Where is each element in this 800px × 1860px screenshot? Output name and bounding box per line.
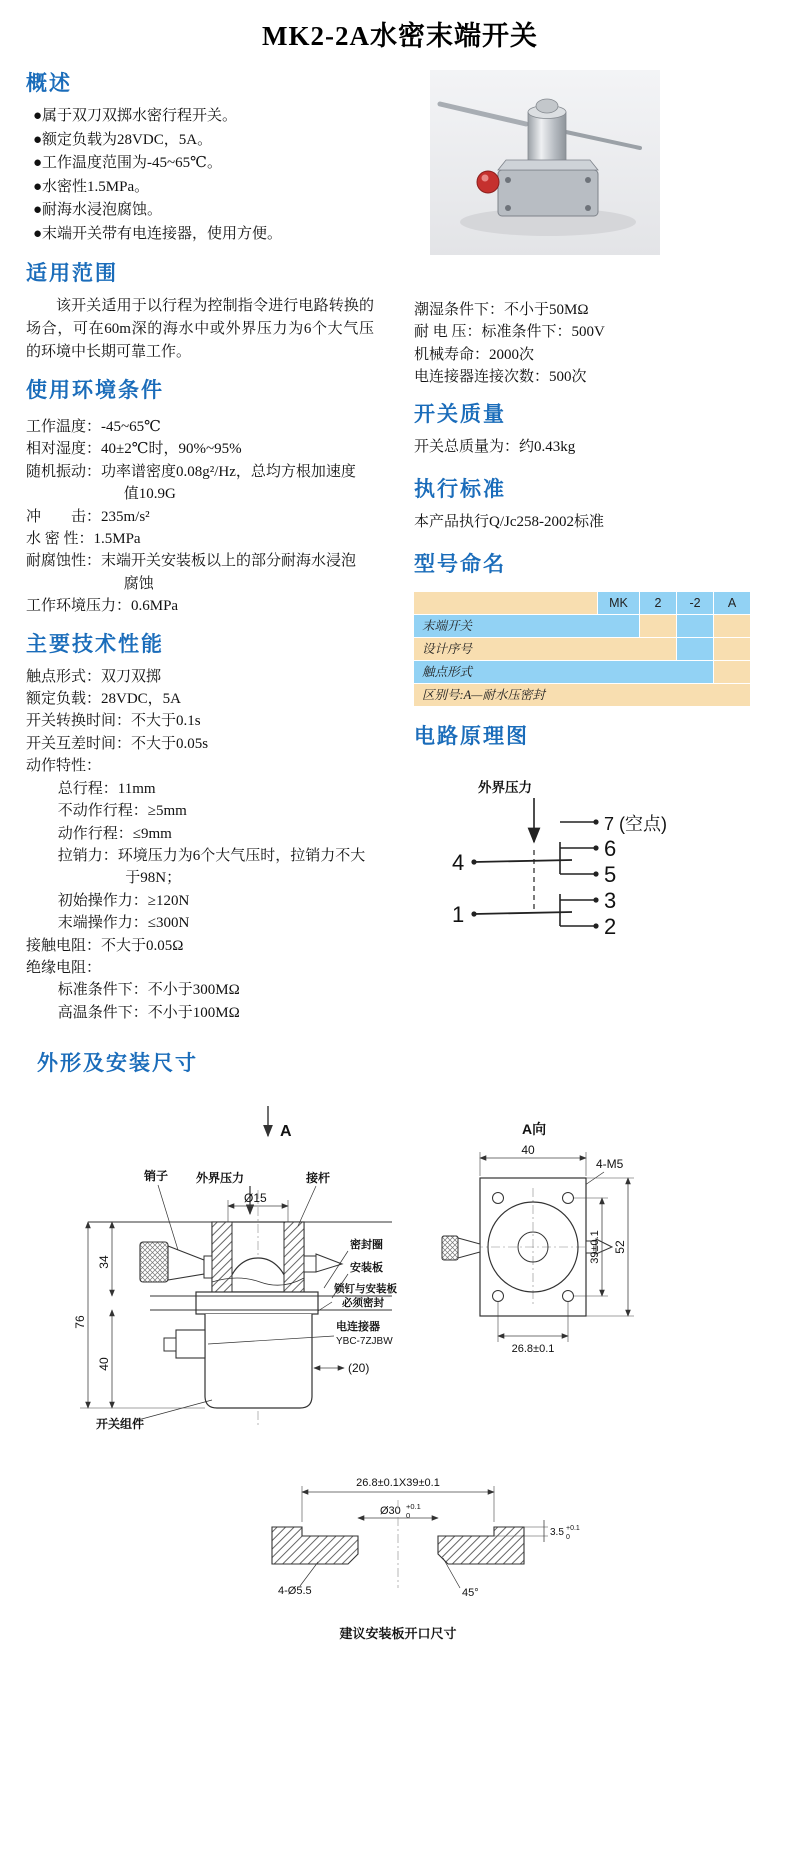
dim-268: 26.8±0.1 <box>511 1343 555 1355</box>
right-column <box>412 64 787 961</box>
connector-model-label: YBC-7ZJBW <box>336 1336 393 1347</box>
dim-52: 52 <box>613 1240 627 1254</box>
environment-spec-line: 工作环境压力：0.6MPa <box>26 598 179 615</box>
dim-dia30-tol-dn: 0 <box>406 1511 411 1520</box>
connector-pin <box>164 1338 176 1351</box>
terminal-2-dot <box>593 924 598 929</box>
terminal-7-dot <box>593 820 598 825</box>
environment-spec-line: 随机振动：功率谱密度0.08g²/Hz，总均方根加速度 <box>26 463 356 480</box>
performance-spec-line: 绝缘电阻： <box>26 959 102 976</box>
naming-row-label: 区别号:A—耐水压密封 <box>414 684 750 706</box>
dome-ball <box>228 1258 288 1292</box>
holes-4m5-label: 4-M5 <box>596 1157 624 1171</box>
environment-spec-line: 相对湿度：40±2℃时，90%~95% <box>26 441 242 458</box>
terminal-5-label: 5 <box>604 862 617 888</box>
dim-40-side: 40 <box>97 1357 111 1371</box>
right-spec-list <box>412 299 787 389</box>
bolt-hole <box>493 1291 504 1302</box>
performance-spec-line: 不动作行程：≥5mm <box>57 803 187 820</box>
dim-20: (20) <box>348 1361 370 1375</box>
naming-strip <box>677 615 713 637</box>
overview-bullet: ●耐海水浸泡腐蚀。 <box>33 202 163 218</box>
section-heading-dimensions: 外形及安装尺寸 <box>37 1052 198 1075</box>
right-spec-line: 机械寿命：2000次 <box>414 346 535 363</box>
leader-line <box>298 1186 316 1226</box>
section-heading-performance: 主要技术性能 <box>26 632 164 656</box>
connector-label: 电连接器 <box>336 1321 380 1333</box>
scope-paragraph: 该开关适用于以行程为控制指令进行电路转换的场合，可在60m深的海水中或外界压力为6个大气压的环境中长期可靠工作。 <box>26 298 374 360</box>
screw-dot <box>585 205 591 211</box>
terminal-3-label: 3 <box>604 888 617 914</box>
dimension-drawings <box>0 1090 800 1690</box>
overview-bullet: ●工作温度范围为-45~65℃。 <box>33 155 222 171</box>
right-spec-line: 耐 电 压：标准条件下：500V <box>414 324 605 341</box>
pin-knurled-head <box>140 1242 168 1282</box>
performance-spec-line: 开关互差时间：不大于0.05s <box>26 735 209 752</box>
performance-spec-line: 触点形式：双刀双掷 <box>26 668 162 685</box>
performance-spec-line: 末端操作力：≤300N <box>57 915 190 932</box>
view-direction-label: A <box>280 1123 292 1140</box>
dim-34: 34 <box>97 1255 111 1269</box>
environment-spec-line: 腐蚀 <box>123 575 154 592</box>
environment-spec-line: 工作温度：-45~65℃ <box>26 419 161 435</box>
performance-spec-line: 于98N； <box>125 870 182 887</box>
mounting-plate-label: 安装板 <box>350 1262 383 1274</box>
dim-dia30-tol-up: +0.1 <box>406 1502 421 1511</box>
lock-note-line2: 必须密封 <box>342 1297 384 1309</box>
rod-label: 接杆 <box>306 1171 331 1185</box>
terminal-4-label: 4 <box>452 850 465 876</box>
angle-45-label: 45° <box>462 1587 479 1599</box>
cutout-caption: 建议安装板开口尺寸 <box>339 1626 457 1641</box>
naming-row-label: 末端开关 <box>414 615 639 637</box>
dim-depth-tol-up: +0.1 <box>566 1525 580 1532</box>
terminal-1-label: 1 <box>452 902 465 928</box>
leader-line <box>158 1185 178 1250</box>
page-title: MK2-2A水密末端开关 <box>262 21 538 51</box>
performance-spec-line: 接触电阻：不大于0.05Ω <box>26 937 184 954</box>
performance-spec-line: 开关转换时间：不大于0.1s <box>26 713 201 730</box>
naming-strip <box>714 661 750 683</box>
pin-taper-left <box>458 1238 480 1258</box>
pin-head-left <box>442 1236 458 1260</box>
side-view-drawing <box>73 1106 397 1431</box>
naming-row-label: 触点形式 <box>414 661 713 683</box>
overview-bullet: ●额定负载为28VDC，5A。 <box>33 131 213 148</box>
naming-code-a: A <box>713 592 750 614</box>
naming-code-row <box>414 592 750 614</box>
performance-spec-line: 初始操作力：≥120N <box>57 892 190 909</box>
connector-stub <box>176 1330 205 1358</box>
section-block-right <box>438 1527 524 1564</box>
a-view-drawing <box>442 1121 634 1355</box>
switch-dome <box>536 99 558 113</box>
environment-spec-list <box>15 416 380 618</box>
right-spec-line: 电连接器连接次数：500次 <box>414 369 587 386</box>
blade-1 <box>474 912 572 914</box>
naming-row-design-serial <box>414 638 750 660</box>
model-naming-diagram <box>414 592 750 706</box>
section-heading-weight: 开关质量 <box>414 402 506 426</box>
section-heading-environment: 使用环境条件 <box>26 379 164 402</box>
leader-line <box>300 1562 318 1586</box>
dim-dia30: Ø30 <box>380 1505 401 1517</box>
lock-note-line1: 锁钉与安装板 <box>334 1283 397 1295</box>
performance-spec-line: 高温条件下：不小于100MΩ <box>57 1004 240 1021</box>
section-heading-standard: 执行标准 <box>414 478 506 502</box>
naming-strip <box>677 638 713 660</box>
flange <box>196 1292 318 1314</box>
terminal-6-label: 6 <box>604 836 617 862</box>
assembly-label: 开关组件 <box>96 1417 145 1431</box>
naming-row-end-switch <box>414 615 750 637</box>
dim-39: 39±0.1 <box>589 1230 601 1264</box>
overview-bullet: ●末端开关带有电连接器，使用方便。 <box>33 225 283 242</box>
terminal-5-dot <box>593 872 598 877</box>
screw-dot <box>505 177 511 183</box>
section-block-left <box>272 1527 358 1564</box>
screw-dot <box>505 205 511 211</box>
cap-hatch-right <box>284 1222 304 1292</box>
overview-bullet: ●属于双刀双掷水密行程开关。 <box>33 108 238 124</box>
section-heading-naming: 型号命名 <box>414 553 506 577</box>
terminal-3-dot <box>593 898 598 903</box>
performance-spec-line: 额定负载：28VDC，5A <box>26 691 182 708</box>
dim-76: 76 <box>73 1315 87 1329</box>
external-pressure-label: 外界压力 <box>478 780 532 796</box>
red-cap <box>477 171 499 193</box>
naming-row-distinguish <box>414 684 750 706</box>
naming-strip <box>714 615 750 637</box>
pin-label: 销子 <box>144 1169 169 1183</box>
pressure-label: 外界压力 <box>196 1171 245 1185</box>
environment-spec-line: 值10.9G <box>123 486 176 503</box>
performance-spec-line: 拉销力：环境压力为6个大气压时，拉销力不大 <box>57 847 366 864</box>
seal-ring-label: 密封圈 <box>350 1239 383 1251</box>
performance-spec-line: 标准条件下：不小于300MΩ <box>57 982 240 999</box>
overview-bullets <box>15 105 380 246</box>
screw-dot <box>585 177 591 183</box>
red-cap-highlight <box>482 175 489 182</box>
naming-strip <box>640 615 676 637</box>
naming-strip <box>714 638 750 660</box>
pin-neck <box>204 1256 212 1278</box>
performance-spec-line: 动作行程：≤9mm <box>57 825 172 842</box>
lower-body <box>205 1314 312 1408</box>
circuit-schematic <box>448 776 738 961</box>
terminal-6-dot <box>593 846 598 851</box>
naming-row-label: 设计序号 <box>414 638 676 660</box>
holes-4d55-label: 4-Ø5.5 <box>278 1585 312 1597</box>
switch-base-block <box>498 170 598 216</box>
bolt-hole <box>563 1291 574 1302</box>
right-spec-line: 潮湿条件下：不小于50MΩ <box>414 302 589 318</box>
naming-code-2: 2 <box>639 592 676 614</box>
dim-40-top: 40 <box>521 1143 535 1157</box>
switch-base-top-face <box>498 160 598 170</box>
naming-row-contact-form <box>414 661 750 683</box>
dim-opening: 26.8±0.1X39±0.1 <box>356 1477 440 1489</box>
bolt-hole <box>493 1193 504 1204</box>
overview-bullet: ●水密性1.5MPa。 <box>33 178 150 195</box>
environment-spec-line: 耐腐蚀性：末端开关安装板以上的部分耐海水浸泡 <box>26 553 357 570</box>
rod-stub <box>304 1256 316 1272</box>
product-photo <box>430 70 660 255</box>
dia15-dim: Ø15 <box>244 1191 267 1205</box>
performance-spec-line: 总行程：11mm <box>57 780 156 797</box>
rod-tip <box>316 1254 342 1272</box>
naming-code-mk: MK <box>597 592 639 614</box>
bolt-hole <box>563 1193 574 1204</box>
terminal-7-label: 7 (空点) <box>604 814 667 835</box>
naming-spacer <box>414 592 597 614</box>
terminal-2-label: 2 <box>604 914 617 940</box>
section-heading-scope: 适用范围 <box>26 262 118 285</box>
pin-taper <box>168 1246 204 1280</box>
cutout-drawing <box>272 1477 580 1641</box>
dim-depth: 3.5 <box>550 1527 564 1538</box>
dim-depth-tol-dn: 0 <box>566 1534 570 1541</box>
performance-spec-line: 动作特性： <box>26 758 102 775</box>
environment-spec-line: 水 密 性：1.5MPa <box>26 531 141 548</box>
left-column <box>15 64 380 1024</box>
performance-spec-list <box>15 666 380 1025</box>
environment-spec-line: 冲 击：235m/s² <box>26 508 150 525</box>
a-view-title: A向 <box>522 1121 547 1137</box>
naming-code-neg2: -2 <box>676 592 713 614</box>
leader-line <box>138 1400 212 1420</box>
blade-4 <box>474 860 572 862</box>
section-heading-overview: 概述 <box>26 72 72 95</box>
weight-line: 开关总质量为：约0.43kg <box>414 438 576 455</box>
standard-line: 本产品执行Q/Jc258-2002标准 <box>414 514 604 531</box>
section-heading-circuit: 电路原理图 <box>414 725 529 749</box>
